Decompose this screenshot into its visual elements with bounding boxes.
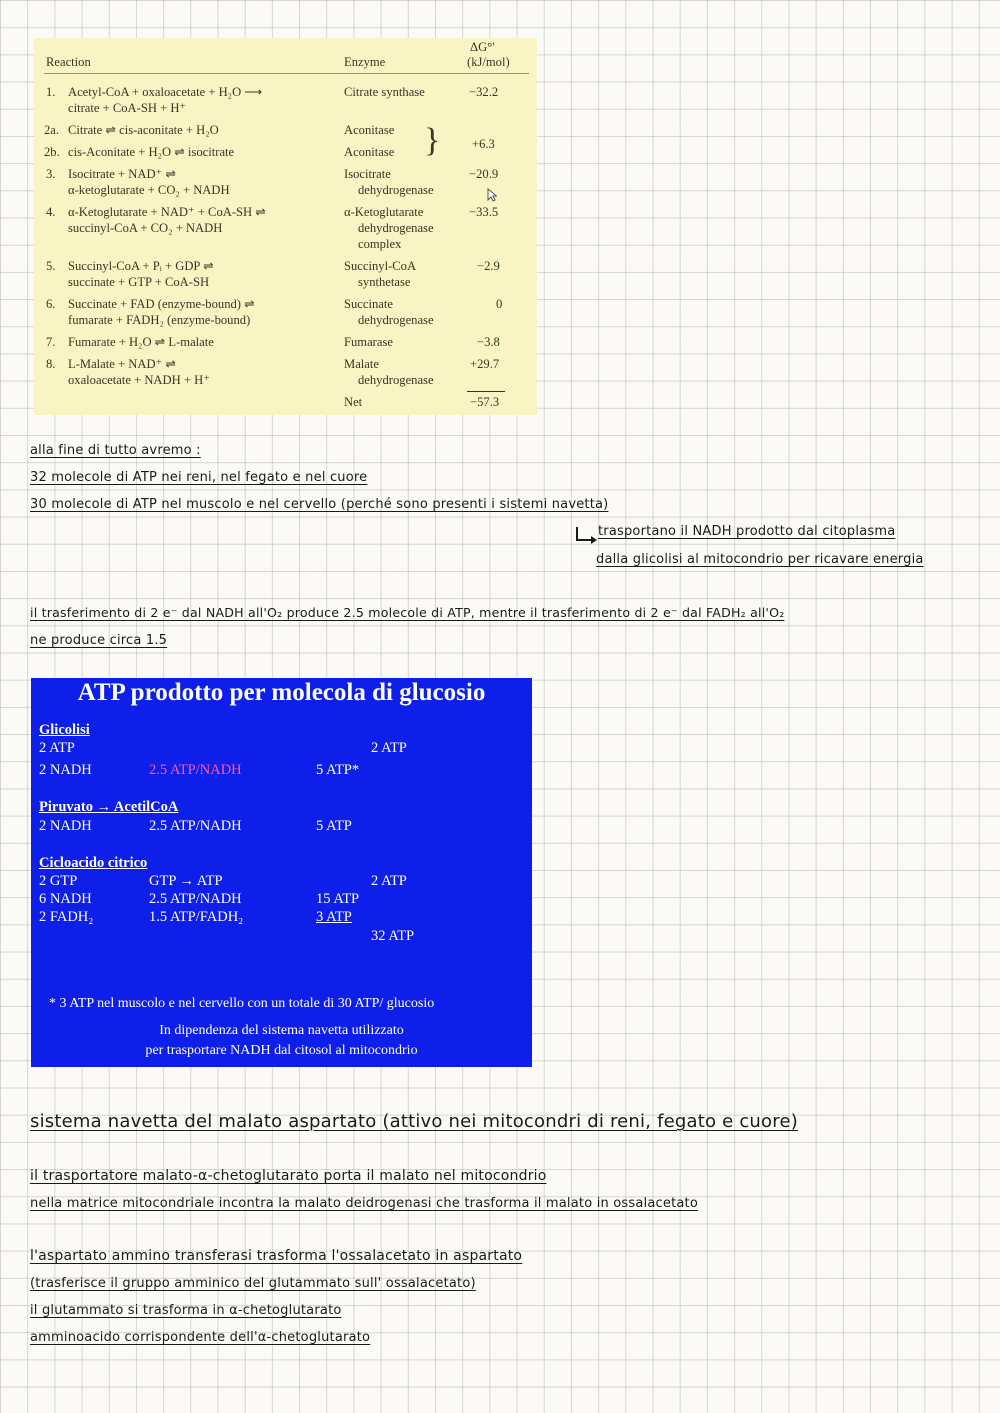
row-number: 1. <box>46 85 56 99</box>
total-atp: 32 ATP <box>371 928 415 944</box>
note-arrow-line1: trasportano il NADH prodotto dal citoplasma <box>598 524 896 539</box>
note-transfer-line1: il trasferimento di 2 e⁻ dal NADH all'O₂ produce 2.5 molecole di ATP, mentre il trasferimento di 2 e⁻ dal FADH₂ all'O₂ <box>30 605 785 620</box>
enzyme-name: dehydrogenase <box>358 313 434 327</box>
citric-acid-cycle-table <box>34 38 537 415</box>
enzyme-name: dehydrogenase <box>358 183 434 197</box>
note-transfer-line2: ne produce circa 1.5 <box>30 633 168 648</box>
delta-g-value: +6.3 <box>472 137 495 151</box>
header-delta-g-units: (kJ/mol) <box>467 55 510 69</box>
header-reaction: Reaction <box>46 55 91 69</box>
shuttle-heading: sistema navetta del malato aspartato (attivo nei mitocondri di reni, fegato e cuore) <box>30 1111 798 1132</box>
delta-g-value: −33.5 <box>469 205 499 219</box>
net-rule <box>467 391 505 392</box>
delta-g-value: −2.9 <box>477 259 500 273</box>
net-label: Net <box>344 395 363 409</box>
reaction-line: cis-Aconitate + H₂O ⇌ isocitrate <box>68 145 235 159</box>
enzyme-name: Aconitase <box>344 145 395 159</box>
enzyme-name: dehydrogenase <box>358 221 434 235</box>
reaction-line: Citrate ⇌ cis-aconitate + H₂O <box>68 123 219 137</box>
section-piruvato: Piruvato → AcetilCoA <box>39 799 179 815</box>
enzyme-name: dehydrogenase <box>358 373 434 387</box>
enzyme-name: Fumarase <box>344 335 393 349</box>
note-paragraph: nella matrice mitocondriale incontra la malato deidrogenasi che trasforma il malato in ossalacetato <box>30 1196 698 1211</box>
delta-g-value: −3.8 <box>477 335 500 349</box>
cell: 1.5 ATP/FADH₂ <box>149 909 244 925</box>
cell: 5 ATP <box>316 818 352 834</box>
enzyme-name: Isocitrate <box>344 167 391 181</box>
cell: 6 NADH <box>39 891 92 907</box>
note-32-atp: 32 molecole di ATP nei reni, nel fegato e nel cuore <box>30 470 368 485</box>
row-number: 4. <box>46 205 56 219</box>
enzyme-name: Succinyl-CoA <box>344 259 417 273</box>
reaction-line: α-Ketoglutarate + NAD⁺ + CoA-SH ⇌ <box>68 205 266 219</box>
cell: 2 NADH <box>39 818 92 834</box>
enzyme-name: synthetase <box>358 275 411 289</box>
reaction-line: Isocitrate + NAD⁺ ⇌ <box>68 167 176 181</box>
enzyme-name: Succinate <box>344 297 393 311</box>
row-number: 7. <box>46 335 56 349</box>
net-value: −57.3 <box>470 395 500 409</box>
delta-g-value: +29.7 <box>470 357 500 371</box>
reaction-line: oxaloacetate + NADH + H⁺ <box>68 373 210 387</box>
reaction-line: citrate + CoA-SH + H⁺ <box>68 101 187 115</box>
cell-highlight: 2.5 ATP/NADH <box>149 762 242 778</box>
cell: 2 ATP <box>371 740 407 756</box>
cell: 15 ATP <box>316 891 360 907</box>
header-rule <box>44 73 529 74</box>
brace-icon: } <box>424 122 441 159</box>
row-number: 3. <box>46 167 56 181</box>
note-30-atp: 30 molecole di ATP nel muscolo e nel cervello (perché sono presenti i sistemi navetta) <box>30 497 609 512</box>
enzyme-name: Citrate synthase <box>344 85 425 99</box>
cell: 3 ATP <box>316 909 352 925</box>
note-summary-heading: alla fine di tutto avremo : <box>30 443 201 458</box>
footnote: * 3 ATP nel muscolo e nel cervello con un totale di 30 ATP/ glucosio <box>49 996 435 1011</box>
row-number: 8. <box>46 357 56 371</box>
row-number: 2b. <box>44 145 60 159</box>
dependency-line2: per trasportare NADH dal citosol al mitocondrio <box>145 1043 418 1058</box>
arrow-icon <box>576 527 592 541</box>
cursor-icon <box>487 188 497 202</box>
reaction-line: Acetyl-CoA + oxaloacetate + H₂O ⟶ <box>68 85 263 99</box>
cell: 5 ATP* <box>316 762 360 778</box>
enzyme-name: Aconitase <box>344 123 395 137</box>
enzyme-name: Malate <box>344 357 379 371</box>
dependency-line1: In dipendenza del sistema navetta utilizzato <box>159 1023 404 1038</box>
reaction-line: L-Malate + NAD⁺ ⇌ <box>68 357 176 371</box>
delta-g-value: 0 <box>496 297 503 311</box>
cell: 2 ATP <box>39 740 75 756</box>
slide-title: ATP prodotto per molecola di glucosio <box>77 679 486 706</box>
delta-g-value: −20.9 <box>469 167 499 181</box>
reaction-line: succinate + GTP + CoA-SH <box>68 275 210 289</box>
cell: 2.5 ATP/NADH <box>149 818 242 834</box>
reaction-line: α-ketoglutarate + CO₂ + NADH <box>68 183 230 197</box>
row-number: 6. <box>46 297 56 311</box>
cell: 2 ATP <box>371 873 407 889</box>
reaction-line: Fumarate + H₂O ⇌ L-malate <box>68 335 214 349</box>
header-enzyme: Enzyme <box>344 55 386 69</box>
cell: 2.5 ATP/NADH <box>149 891 242 907</box>
cell: 2 NADH <box>39 762 92 778</box>
note-arrow-line2: dalla glicolisi al mitocondrio per ricavare energia <box>596 552 924 567</box>
note-paragraph: il trasportatore malato-α-chetoglutarato porta il malato nel mitocondrio <box>30 1168 547 1184</box>
reaction-line: fumarate + FADH₂ (enzyme-bound) <box>68 313 251 327</box>
enzyme-name: α-Ketoglutarate <box>344 205 424 219</box>
reaction-line: Succinyl-CoA + Pᵢ + GDP ⇌ <box>68 259 214 273</box>
cell: 2 GTP <box>39 873 78 889</box>
enzyme-name: complex <box>358 237 402 251</box>
row-number: 5. <box>46 259 56 273</box>
note-paragraph: amminoacido corrispondente dell'α-chetoglutarato <box>30 1330 371 1345</box>
atp-per-glucose-slide <box>31 678 532 1067</box>
section-glicolisi: Glicolisi <box>39 722 90 738</box>
note-paragraph: (trasferisce il gruppo amminico del glutammato sull' ossalacetato) <box>30 1276 476 1291</box>
row-number: 2a. <box>44 123 60 137</box>
note-paragraph: l'aspartato ammino transferasi trasforma l'ossalacetato in aspartato <box>30 1248 523 1264</box>
cell: 2 FADH₂ <box>39 909 94 925</box>
delta-g-value: −32.2 <box>469 85 499 99</box>
reaction-line: Succinate + FAD (enzyme-bound) ⇌ <box>68 297 255 311</box>
header-delta-g: ΔG°′ <box>470 40 495 54</box>
section-ciclo: Cicloacido citrico <box>39 855 148 871</box>
cell: GTP → ATP <box>149 873 223 889</box>
reaction-line: succinyl-CoA + CO₂ + NADH <box>68 221 223 235</box>
note-paragraph: il glutammato si trasforma in α-chetoglutarato <box>30 1303 342 1318</box>
